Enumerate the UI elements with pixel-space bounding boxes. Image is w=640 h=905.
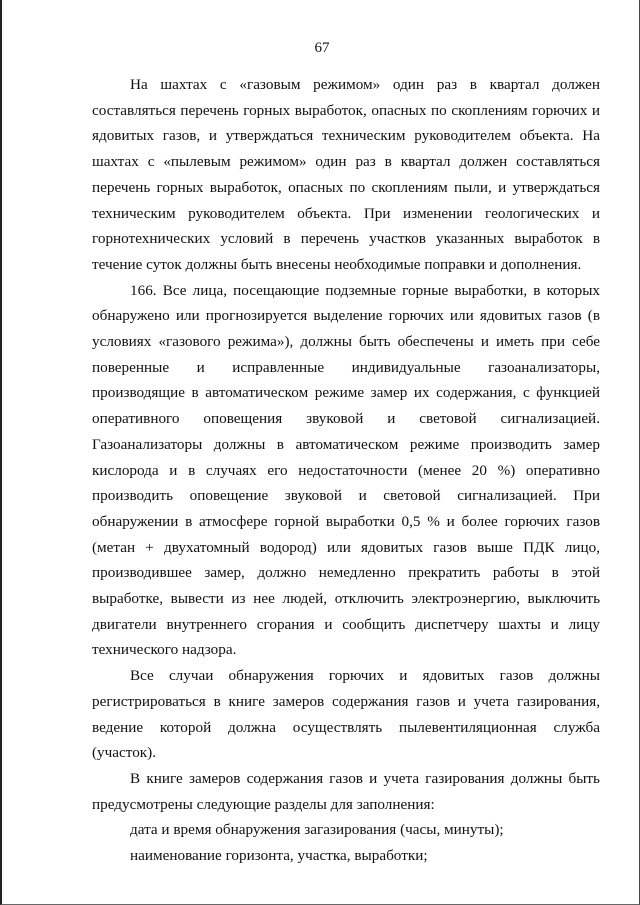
paragraph-166-gas-analyzers: 166. Все лица, посещающие подземные горные выработки, в которых обнаружено или прогнозируется выделение горючих или ядовитых газов (в условиях «газового режима»), должны быть обеспечены и иметь при себе поверенные и исправленные индивидуальные газоанализаторы, производящие в автоматическом режиме замер их содержания, с функцией оперативного оповещения звуковой и световой сигнализацией. Газоанализаторы должны в автоматическом режиме производить замер кислорода и в случаях его недостаточности (менее 20 %) оперативно производить оповещение звуковой и световой сигнализацией. При обнаружении в атмосфере горной выработки 0,5 % и более горючих газов (метан + двухатомный водород) или ядовитых газов выше ПДК лицо, производившее замер, должно немедленно прекратить работы в этой выработке, вывести из нее людей, отключить электроэнергию, выключить двигатели внутреннего сгорания и сообщить диспетчеру шахты и лицу технического надзора. — [92, 281, 600, 659]
page-number: 67 — [314, 40, 330, 56]
list-item-horizon-name: наименование горизонта, участка, выработки; — [130, 847, 428, 865]
paragraph-registration-book: Все случаи обнаружения горючих и ядовитых газов должны регистрироваться в книге замеров содержания газов и учета газирования, ведение которой должна осуществлять пылевентиляционная служба (участок). — [92, 667, 600, 762]
list-item-date-time: дата и время обнаружения загазирования (часы, минуты); — [130, 821, 504, 839]
paragraph-gas-mode-list: На шахтах с «газовым режимом» один раз в квартал должен составляться перечень горных выработок, опасных по скоплениям горючих и ядовитых газов, и утверждаться техническим руководителем объекта. На шахтах с «пылевым режимом» один раз в квартал должен составляться перечень горных выработок, опасных по скоплениям пыли, и утверждаться техническим руководителем объекта. При изменении геологических и горнотехнических условий в перечень участков указанных выработок в течение суток должны быть внесены необходимые поправки и дополнения. — [92, 76, 600, 273]
paragraph-book-sections: В книге замеров содержания газов и учета газирования должны быть предусмотрены следующие разделы для заполнения: — [92, 769, 600, 813]
document-body — [92, 72, 600, 869]
